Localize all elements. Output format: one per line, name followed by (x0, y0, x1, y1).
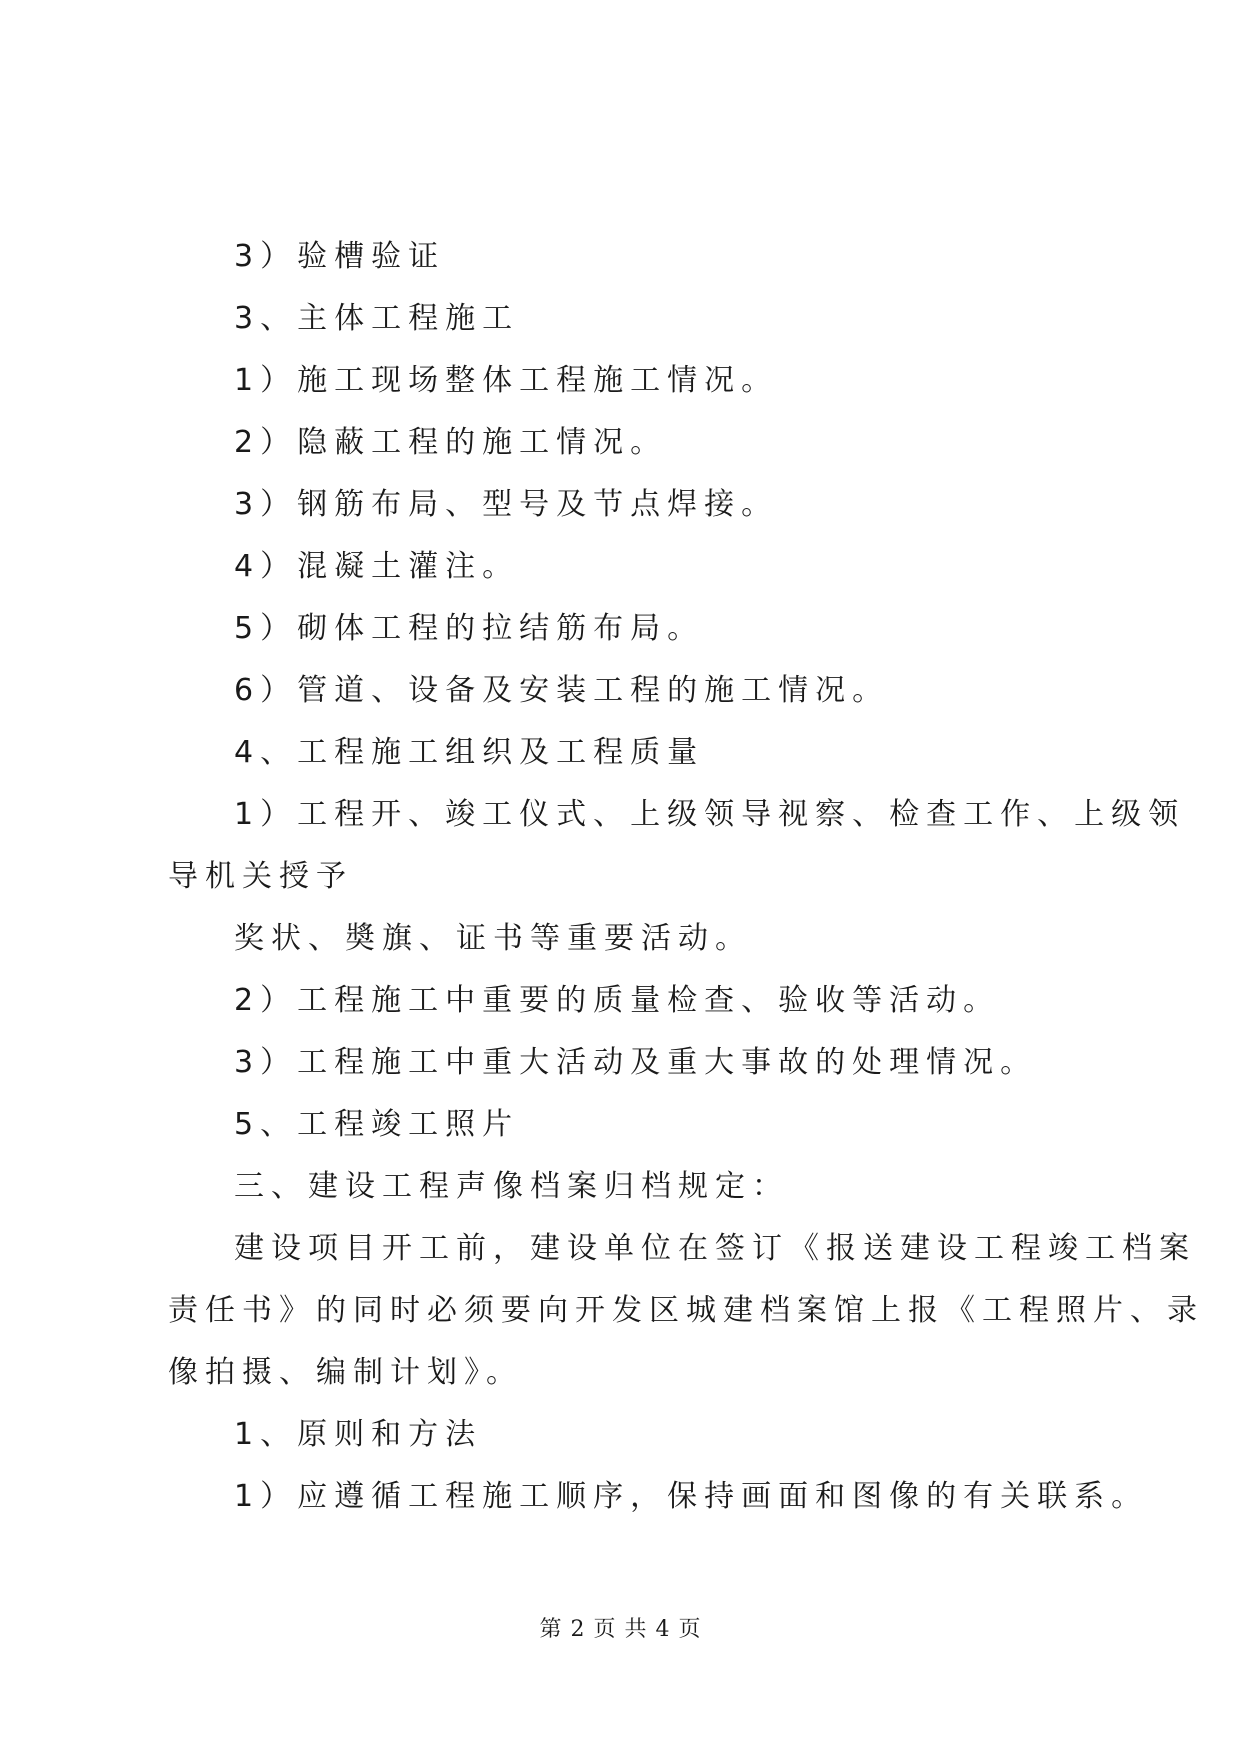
text-line: 5）砌体工程的拉结筋布局。 (234, 611, 705, 646)
section-heading: 1、原则和方法 (234, 1417, 483, 1452)
paragraph-line: 建设项目开工前，建设单位在签订《报送建设工程竣工档案 (234, 1231, 1196, 1266)
text-line: 3）验槽验证 (234, 239, 446, 274)
chapter-heading: 三、建设工程声像档案归档规定： (234, 1169, 789, 1204)
text-line: 1）工程开、竣工仪式、上级领导视察、检查工作、上级领 (234, 797, 1186, 832)
text-line: 1）施工现场整体工程施工情况。 (234, 363, 779, 398)
document-body (168, 226, 1204, 1528)
section-heading: 3、主体工程施工 (234, 301, 520, 336)
page-number-footer: 第 2 页 共 4 页 (539, 1617, 702, 1642)
text-line: 2）隐蔽工程的施工情况。 (234, 425, 668, 460)
text-line: 1）应遵循工程施工顺序，保持画面和图像的有关联系。 (234, 1479, 1149, 1514)
text-line: 奖状、奬旗、证书等重要活动。 (234, 921, 752, 956)
paragraph-line-continuation: 像拍摄、编制计划》。 (168, 1355, 523, 1390)
text-line: 6）管道、设备及安装工程的施工情况。 (234, 673, 890, 708)
text-line: 4）混凝土灌注。 (234, 549, 520, 584)
text-line: 3）工程施工中重大活动及重大事故的处理情况。 (234, 1045, 1038, 1080)
text-line: 2）工程施工中重要的质量检查、验收等活动。 (234, 983, 1001, 1018)
text-line: 3）钢筋布局、型号及节点焊接。 (234, 487, 779, 522)
section-heading: 5、工程竣工照片 (234, 1107, 520, 1142)
section-heading: 4、工程施工组织及工程质量 (234, 735, 705, 770)
text-line-continuation: 导机关授予 (168, 859, 353, 894)
paragraph-line-continuation: 责任书》的同时必须要向开发区城建档案馆上报《工程照片、录 (168, 1293, 1204, 1328)
